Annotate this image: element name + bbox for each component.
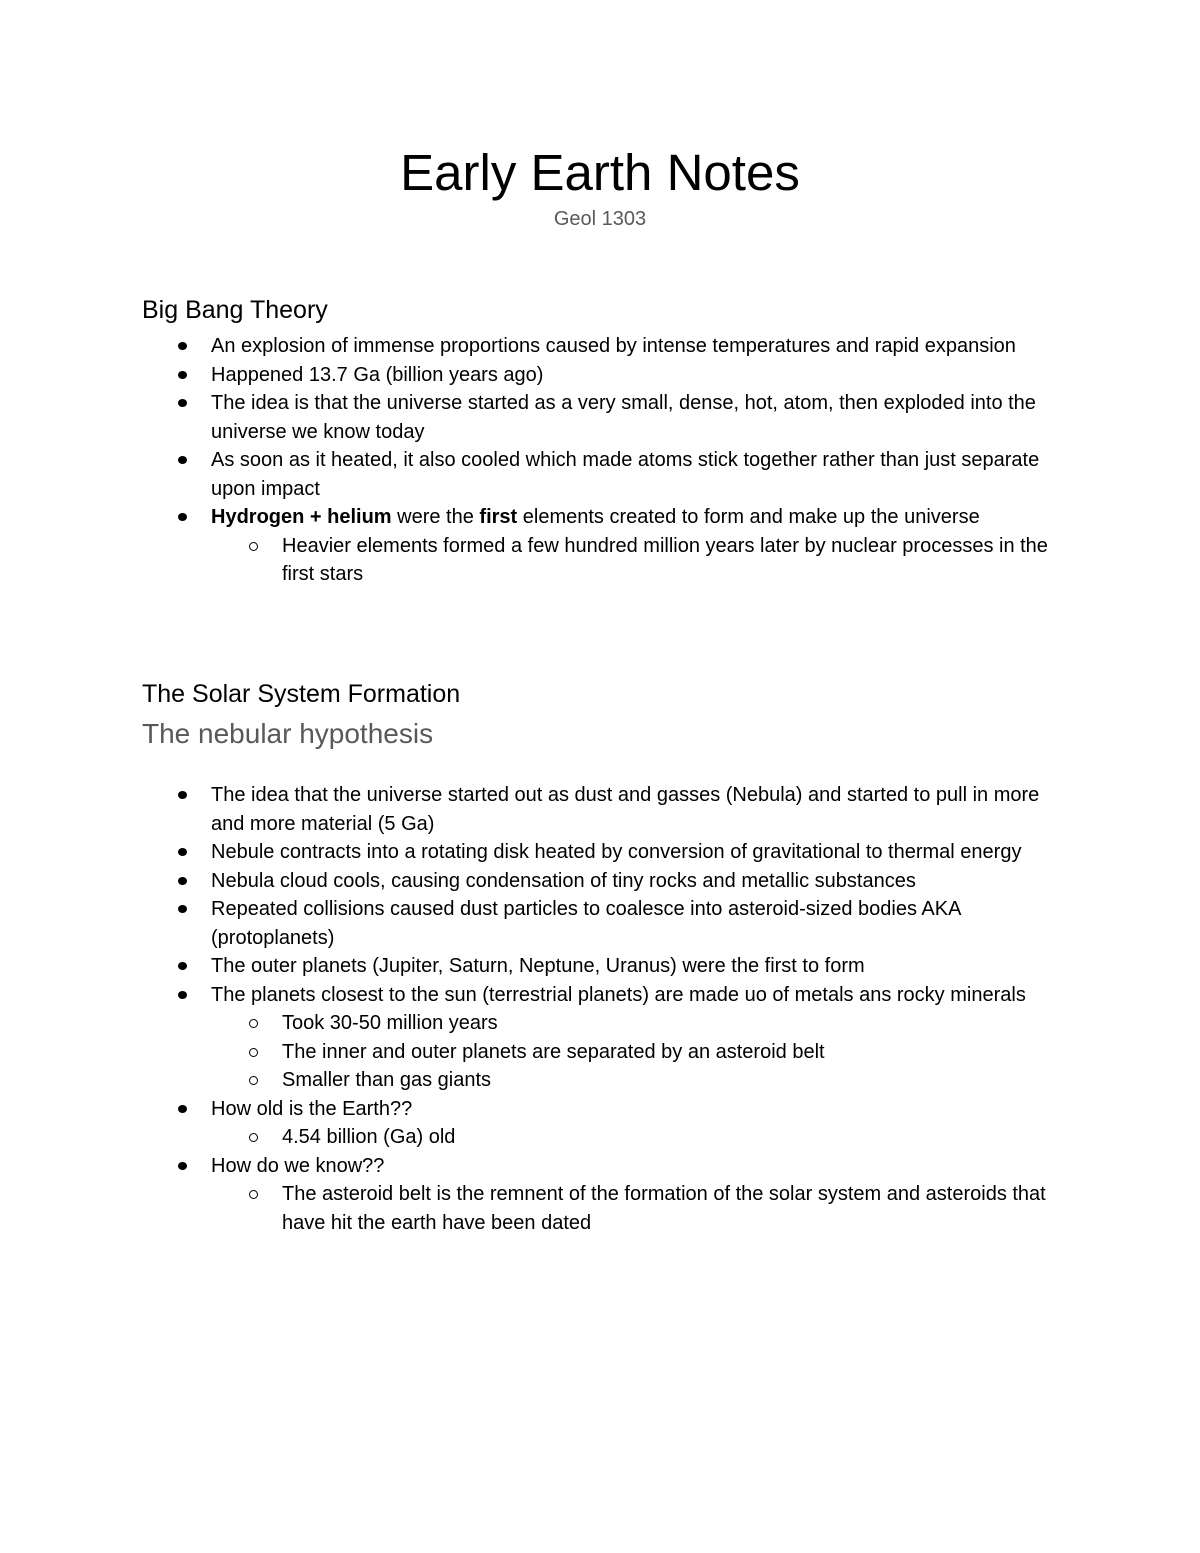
list-item-text: Nebule contracts into a rotating disk heated by conversion of gravitational to thermal energy bbox=[211, 841, 1022, 863]
bold-text-hydrogen-helium: Hydrogen + helium bbox=[211, 506, 392, 528]
bullet-icon bbox=[178, 399, 187, 407]
circle-bullet-icon bbox=[249, 1019, 258, 1028]
circle-bullet-icon bbox=[249, 1133, 258, 1142]
bullet-icon bbox=[178, 791, 187, 799]
sub-list-item bbox=[0, 532, 1100, 589]
list-item bbox=[0, 446, 1100, 503]
bullet-icon bbox=[178, 342, 187, 350]
sub-list-item-text: The inner and outer planets are separated by an asteroid belt bbox=[282, 1040, 825, 1063]
sub-list-item bbox=[0, 1038, 1100, 1067]
sub-list-item-text: Smaller than gas giants bbox=[282, 1069, 492, 1091]
bullet-icon bbox=[178, 456, 187, 464]
inline-text: were the bbox=[391, 506, 480, 528]
list-item bbox=[0, 867, 1100, 896]
list-item bbox=[0, 1152, 1100, 1238]
circle-bullet-icon bbox=[249, 1076, 258, 1085]
sub-list bbox=[0, 1123, 1100, 1152]
sub-list-item bbox=[0, 1009, 1100, 1038]
big-bang-list bbox=[0, 332, 1100, 589]
list-item-text: An explosion of immense proportions caused by intense temperatures and rapid expansion bbox=[211, 335, 1016, 357]
list-item-text: How old is the Earth?? bbox=[211, 1097, 413, 1120]
list-item bbox=[0, 952, 1100, 981]
inline-text: elements created to form and make up the universe bbox=[517, 506, 980, 528]
bullet-icon bbox=[178, 371, 187, 379]
circle-bullet-icon bbox=[249, 1048, 258, 1057]
list-item-text: The planets closest to the sun (terrestrial planets) are made uo of metals ans rocky minerals bbox=[211, 983, 1026, 1006]
list-item bbox=[0, 838, 1100, 867]
list-item bbox=[0, 981, 1100, 1095]
subsection-heading-nebular: The nebular hypothesis bbox=[142, 718, 434, 749]
list-item bbox=[0, 503, 1100, 589]
bullet-icon bbox=[178, 877, 187, 885]
bullet-icon bbox=[178, 1162, 187, 1170]
list-item bbox=[0, 1095, 1100, 1152]
bullet-icon bbox=[178, 848, 187, 856]
list-item-text: Repeated collisions caused dust particles to coalesce into asteroid-sized bodies AKA (protoplanets) bbox=[211, 898, 961, 949]
sub-list bbox=[0, 1009, 1100, 1095]
bullet-icon bbox=[178, 905, 187, 913]
list-item-text: The idea that the universe started out as dust and gasses (Nebula) and started to pull in more and more material (5 Ga) bbox=[211, 784, 1040, 835]
sub-list bbox=[0, 532, 1100, 589]
circle-bullet-icon bbox=[249, 542, 258, 551]
sub-list-item bbox=[0, 1123, 1100, 1152]
bold-text-first: first bbox=[479, 506, 518, 528]
list-item bbox=[0, 895, 1100, 952]
list-item-text: The idea is that the universe started as a very small, dense, hot, atom, then exploded into the universe we know today bbox=[211, 392, 1036, 443]
list-item bbox=[0, 389, 1100, 446]
sub-list bbox=[0, 1180, 1100, 1237]
page-title: Early Earth Notes bbox=[400, 144, 800, 201]
sub-list-item-text: The asteroid belt is the remnent of the formation of the solar system and asteroids that have hit the earth have been dated bbox=[282, 1183, 1046, 1234]
circle-bullet-icon bbox=[249, 1190, 258, 1199]
list-item-text: Happened 13.7 Ga (billion years ago) bbox=[211, 363, 544, 386]
sub-list-item bbox=[0, 1180, 1100, 1237]
bullet-icon bbox=[178, 991, 187, 999]
solar-system-list bbox=[0, 781, 1100, 1237]
list-item-text: Nebula cloud cools, causing condensation of tiny rocks and metallic substances bbox=[211, 869, 916, 892]
list-item-text: As soon as it heated, it also cooled which made atoms stick together rather than just separate upon impact bbox=[211, 449, 1040, 500]
sub-list-item-text: Heavier elements formed a few hundred million years later by nuclear processes in the first stars bbox=[282, 534, 1048, 585]
list-item-text: How do we know?? bbox=[211, 1154, 385, 1177]
list-item bbox=[0, 332, 1100, 361]
sub-list-item-text: Took 30-50 million years bbox=[282, 1012, 498, 1034]
section-heading-big-bang: Big Bang Theory bbox=[142, 296, 328, 324]
list-item-text: The outer planets (Jupiter, Saturn, Neptune, Uranus) were the first to form bbox=[211, 955, 865, 977]
sub-list-item bbox=[0, 1066, 1100, 1095]
list-item bbox=[0, 781, 1100, 838]
list-item-text bbox=[0, 503, 1056, 532]
bullet-icon bbox=[178, 1105, 187, 1113]
sub-list-item-text: 4.54 billion (Ga) old bbox=[282, 1126, 456, 1148]
section-heading-solar-system: The Solar System Formation bbox=[142, 680, 461, 708]
list-item bbox=[0, 361, 1100, 390]
bullet-icon bbox=[178, 513, 187, 521]
bullet-icon bbox=[178, 962, 187, 970]
page-subtitle: Geol 1303 bbox=[553, 208, 647, 230]
